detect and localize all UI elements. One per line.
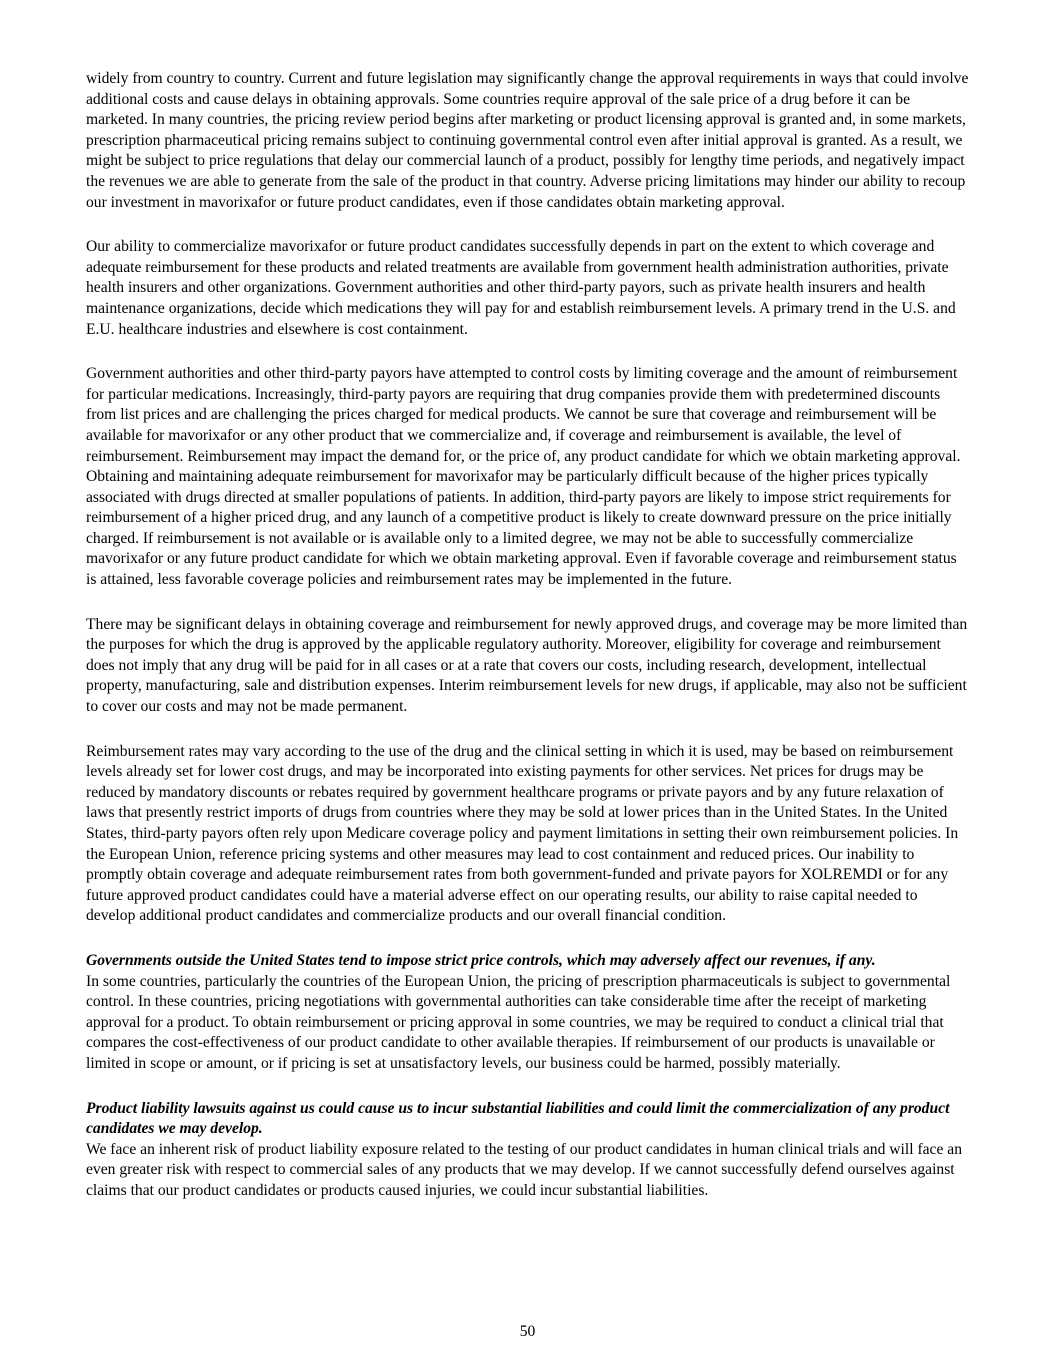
section-product-liability <box>86 1099 970 1202</box>
document-page <box>86 69 970 1226</box>
page-number: 50 <box>519 1323 536 1340</box>
section-heading-product-liability: Product liability lawsuits against us could cause us to incur substantial liabilities and could limit the commercialization of any product candidates we may develop. <box>86 1099 950 1138</box>
section-body-product-liability: We face an inherent risk of product liability exposure related to the testing of our product candidates in human clinical trials and will face an even greater risk with respect to commercial sales of any products that we may develop. If we cannot successfully defend ourselves against claims that our product candidates or products caused injuries, we could incur substantial liabilities. <box>86 1140 963 1199</box>
paragraph-commercialization-coverage: Our ability to commercialize mavorixafor or future product candidates successfully depends in part on the extent to which coverage and adequate reimbursement for these products and related treatments are available from government health administration authorities, private health insurers and other organizations. Government authorities and other third-party payors, such as private health insurers and health maintenance organizations, decide which medications they will pay for and establish reimbursement levels. A primary trend in the U.S. and E.U. healthcare industries and elsewhere is cost containment. <box>86 238 956 338</box>
paragraph-cost-control: Government authorities and other third-party payors have attempted to control costs by limiting coverage and the amount of reimbursement for particular medications. Increasingly, third-party payors are requiring that drug companies provide them with predetermined discounts from list prices and are challenging the prices charged for medical products. We cannot be sure that coverage and reimbursement will be available for mavorixafor or any other product that we commercialize and, if coverage and reimbursement is available, the level of reimbursement. Reimbursement may impact the demand for, or the price of, any product candidate for which we obtain marketing approval. Obtaining and maintaining adequate reimbursement for mavorixafor may be particularly difficult because of the higher prices typically associated with drugs directed at smaller populations of patients. In addition, third-party payors are likely to impose strict requirements for reimbursement of a higher priced drug, and any launch of a competitive product is likely to create downward pressure on the price initially charged. If reimbursement is not available or is available only to a limited degree, we may not be able to successfully commercialize mavorixafor or any future product candidate for which we obtain marketing approval. Even if favorable coverage and reimbursement status is attained, less favorable coverage policies and reimbursement rates may be implemented in the future. <box>86 365 961 589</box>
paragraph-pricing-legislation: widely from country to country. Current and future legislation may significantly change the approval requirements in ways that could involve additional costs and cause delays in obtaining approvals. Some countries require approval of the sale price of a drug before it can be marketed. In many countries, the pricing review period begins after marketing or product licensing approval is granted and, in some markets, prescription pharmaceutical pricing remains subject to continuing governmental control even after initial approval is granted. As a result, we might be subject to price regulations that delay our commercial launch of a product, possibly for lengthy time periods, and negatively impact the revenues we are able to generate from the sale of the product in that country. Adverse pricing limitations may hinder our ability to recoup our investment in mavorixafor or future product candidates, even if those candidates obtain marketing approval. <box>86 70 969 211</box>
section-price-controls <box>86 951 970 1075</box>
section-body-price-controls: In some countries, particularly the countries of the European Union, the pricing of prescription pharmaceuticals is subject to governmental control. In these countries, pricing negotiations with governmental authorities can take considerable time after the receipt of marketing approval for a product. To obtain reimbursement or pricing approval in some countries, we may be required to conduct a clinical trial that compares the cost-effectiveness of our product candidate to other available therapies. If reimbursement of our products is unavailable or limited in scope or amount, or if pricing is set at unsatisfactory levels, our business could be harmed, possibly materially. <box>86 972 951 1072</box>
paragraph-coverage-delays: There may be significant delays in obtaining coverage and reimbursement for newly approved drugs, and coverage may be more limited than the purposes for which the drug is approved by the applicable regulatory authority. Moreover, eligibility for coverage and reimbursement does not imply that any drug will be paid for in all cases or at a rate that covers our costs, including research, development, intellectual property, manufacturing, sale and distribution expenses. Interim reimbursement levels for new drugs, if applicable, may also not be sufficient to cover our costs and may not be made permanent. <box>86 615 968 716</box>
paragraph-reimbursement-rates: Reimbursement rates may vary according to the use of the drug and the clinical setting in which it is used, may be based on reimbursement levels already set for lower cost drugs, and may be incorporated into existing payments for other services. Net prices for drugs may be reduced by mandatory discounts or rebates required by government healthcare programs or private payors and by any future relaxation of laws that presently restrict imports of drugs from countries where they may be sold at lower prices than in the United States. In the United States, third-party payors often rely upon Medicare coverage policy and payment limitations in setting their own reimbursement policies. In the European Union, reference pricing systems and other measures may lead to cost containment and reduced prices. Our inability to promptly obtain coverage and adequate reimbursement rates from both government-funded and private payors for XOLREMDI or for any future approved product candidates could have a material adverse effect on our operating results, our ability to raise capital needed to develop additional product candidates and commercialize products and our overall financial condition. <box>86 742 959 925</box>
section-heading-price-controls: Governments outside the United States tend to impose strict price controls, which may adversely affect our revenues, if any. <box>86 951 876 969</box>
